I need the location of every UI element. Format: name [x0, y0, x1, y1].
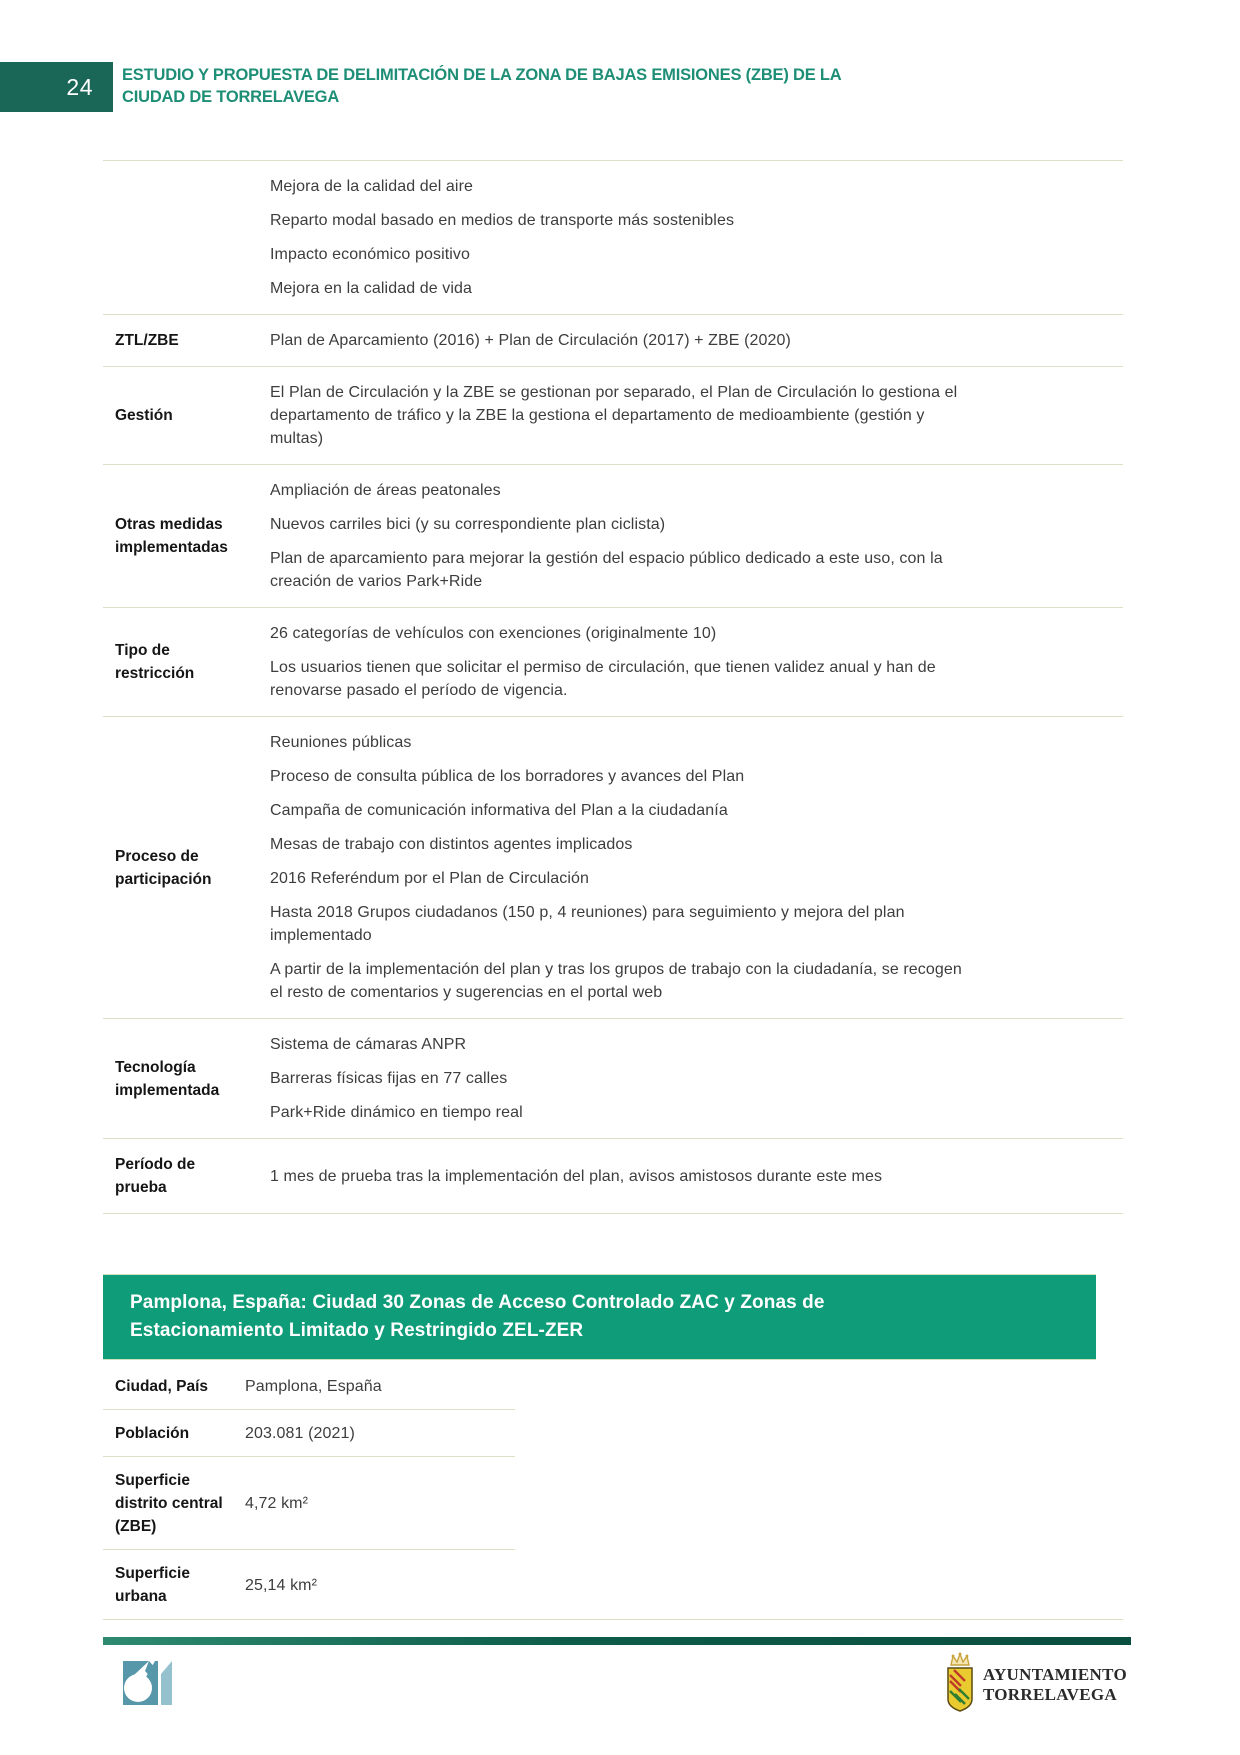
page-content	[103, 0, 1127, 1729]
section-banner-pamplona	[103, 1274, 1096, 1360]
row-values	[270, 329, 1123, 352]
table-cell: Ampliación de áreas peatonales	[270, 482, 501, 499]
row-values	[270, 175, 1123, 300]
table-row-periodo-prueba	[103, 1139, 1123, 1214]
row-values	[270, 731, 1123, 1004]
row-label: Tecnología implementada	[115, 1058, 220, 1099]
row-label: Gestión	[115, 407, 173, 424]
ayuntamiento-line1: AYUNTAMIENTO	[982, 1664, 1127, 1684]
table-cell: Impacto económico positivo	[270, 246, 471, 263]
table-cell: Los usuarios tienen que solicitar el permiso de circulación, que tienen validez anual y han de renovarse pasado el período de vigencia.	[270, 659, 936, 699]
table-cell: Nuevos carriles bici (y su correspondiente plan ciclista)	[270, 516, 666, 533]
table-cell: Hasta 2018 Grupos ciudadanos (150 p, 4 reuniones) para seguimiento y mejora del plan implementado	[270, 904, 905, 944]
table-row-proceso-participacion	[103, 717, 1123, 1019]
row-value: 25,14 km²	[245, 1576, 318, 1594]
table-cell: 26 categorías de vehículos con exenciones (originalmente 10)	[270, 625, 717, 642]
table-cell: Park+Ride dinámico en tiempo real	[270, 1104, 523, 1121]
page-footer	[103, 1659, 1127, 1729]
table-row-tipo-restriccion	[103, 608, 1123, 717]
torrelavega-coat-of-arms-icon	[945, 1651, 975, 1718]
table-cell: Mesas de trabajo con distintos agentes implicados	[270, 836, 633, 853]
row-label: Proceso de participación	[115, 847, 212, 888]
table-row-superficie-urbana	[103, 1550, 1123, 1620]
document-title-line2: CIUDAD DE TORRELAVEGA	[122, 88, 340, 106]
footer-divider-bar	[103, 1637, 1131, 1645]
table-cell: Mejora de la calidad del aire	[270, 178, 474, 195]
table-cell: Reparto modal basado en medios de transporte más sostenibles	[270, 212, 735, 229]
table-row-objectives	[103, 161, 1123, 315]
page-number: 24	[66, 73, 93, 100]
row-values	[270, 479, 1123, 593]
row-value: Pamplona, España	[245, 1378, 382, 1395]
row-label: Tipo de restricción	[115, 642, 195, 682]
row-values	[270, 381, 1123, 450]
table-row-superficie-distrito	[103, 1457, 1123, 1550]
row-label: Período de prueba	[115, 1156, 196, 1196]
table-row-gestion	[103, 367, 1123, 465]
row-values	[270, 1165, 1123, 1188]
city-measures-table	[103, 160, 1123, 1214]
ayuntamiento-line2: TORRELAVEGA	[982, 1684, 1117, 1704]
table-cell: El Plan de Circulación y la ZBE se gestionan por separado, el Plan de Circulación lo gestiona el departamento de tráfico y la ZBE la gestiona el departamento de medioambiente (gestión y multas)	[270, 384, 958, 447]
table-row-ciudad-pais	[103, 1363, 1123, 1410]
table-cell: Plan de aparcamiento para mejorar la gestión del espacio público dedicado a este uso, con la creación de varios Park+Ride	[270, 550, 943, 590]
table-cell: Proceso de consulta pública de los borradores y avances del Plan	[270, 768, 745, 785]
row-label: ZTL/ZBE	[115, 332, 179, 349]
table-cell: Reuniones públicas	[270, 734, 412, 751]
row-label: Ciudad, País	[115, 1378, 209, 1395]
table-cell: 2016 Referéndum por el Plan de Circulación	[270, 870, 590, 887]
page-number-badge	[0, 62, 113, 112]
row-label: Población	[115, 1425, 190, 1442]
table-cell: A partir de la implementación del plan y tras los grupos de trabajo con la ciudadanía, se recogen el resto de comentarios y sugerencias en el portal web	[270, 961, 962, 1001]
row-value: 203.081 (2021)	[245, 1425, 355, 1442]
document-title-line1: ESTUDIO Y PROPUESTA DE DELIMITACIÓN DE LA ZONA DE BAJAS EMISIONES (ZBE) DE LA	[122, 66, 842, 84]
table-row-tecnologia	[103, 1019, 1123, 1139]
table-cell: Sistema de cámaras ANPR	[270, 1036, 467, 1053]
row-values	[270, 622, 1123, 702]
table-row-ztl-zbe	[103, 315, 1123, 367]
row-label: Otras medidas implementadas	[115, 516, 228, 556]
table-cell: Campaña de comunicación informativa del Plan a la ciudadanía	[270, 802, 728, 819]
row-values	[270, 1033, 1123, 1124]
table-cell: Plan de Aparcamiento (2016) + Plan de Circulación (2017) + ZBE (2020)	[270, 332, 791, 349]
publisher-logo-icon	[123, 1661, 175, 1710]
ayuntamiento-logo-text	[983, 1665, 1127, 1705]
row-label: Superficie urbana	[115, 1565, 190, 1605]
table-cell: Mejora en la calidad de vida	[270, 280, 473, 297]
table-cell: 1 mes de prueba tras la implementación del plan, avisos amistosos durante este mes	[270, 1167, 883, 1185]
table-row-poblacion	[103, 1410, 1123, 1457]
ayuntamiento-logo	[945, 1651, 1127, 1718]
row-value: 4,72 km²	[245, 1495, 309, 1512]
pamplona-facts-table	[103, 1363, 1123, 1620]
row-label: Superficie distrito central (ZBE)	[115, 1472, 223, 1535]
table-row-otras-medidas	[103, 465, 1123, 608]
section-banner-title: Pamplona, España: Ciudad 30 Zonas de Acceso Controlado ZAC y Zonas de Estacionamiento Limitado y Restringido ZEL-ZER	[130, 1292, 825, 1341]
table-cell: Barreras físicas fijas en 77 calles	[270, 1070, 508, 1087]
